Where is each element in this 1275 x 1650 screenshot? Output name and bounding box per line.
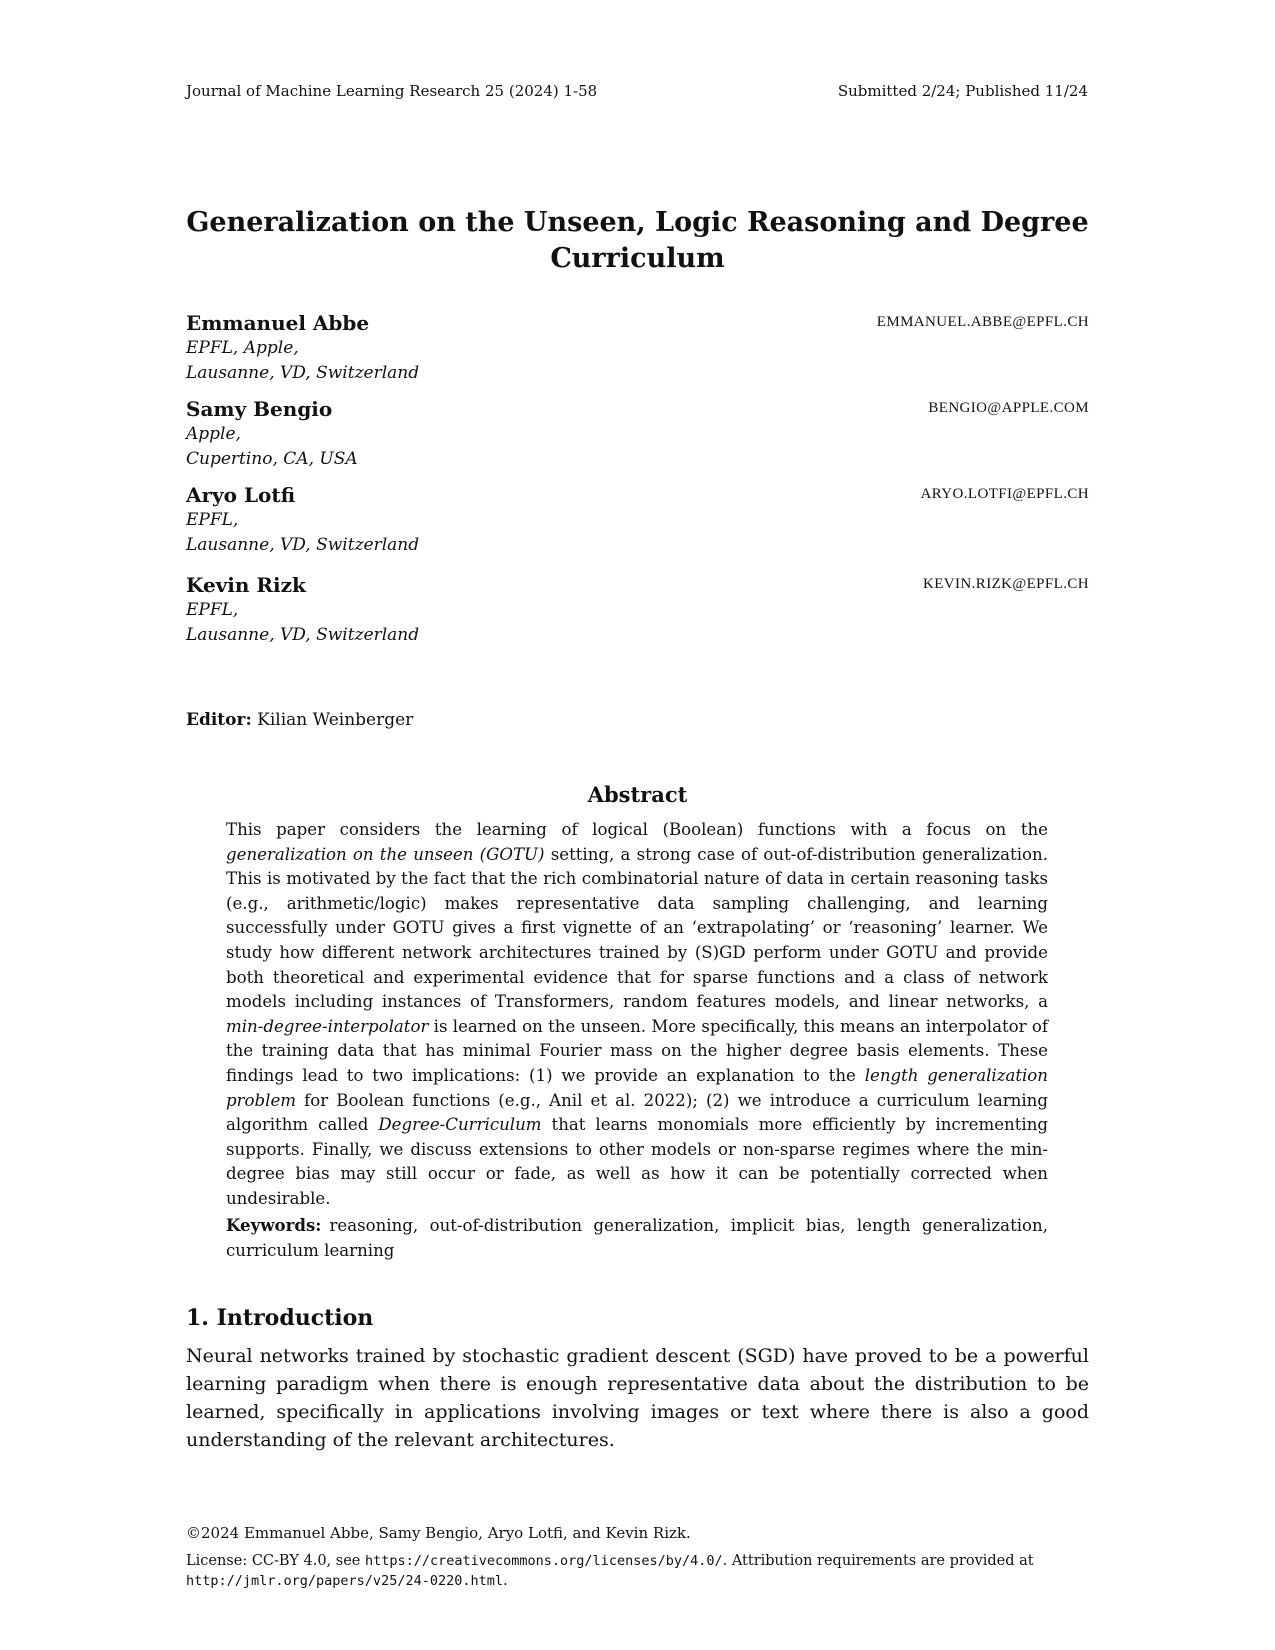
author-location: Lausanne, VD, Switzerland (186, 535, 420, 555)
author-email: EMMANUEL.ABBE@EPFL.CH (876, 314, 1089, 330)
keywords (226, 1213, 1048, 1263)
emphasis-degree-curriculum: Degree-Curriculum (378, 1115, 542, 1135)
keywords-label: Keywords: (226, 1215, 322, 1235)
emphasis-length-generalization: length generalization problem (226, 1065, 1048, 1110)
journal-header: Journal of Machine Learning Research 25 (2024) 1-58 (186, 82, 598, 100)
keywords-text: reasoning, out-of-distribution generalization, implicit bias, length generalization, curriculum learning (226, 1216, 1048, 1260)
author-affiliation: EPFL, (186, 600, 239, 620)
author-block (186, 396, 1089, 472)
emphasis-gotu: generalization on the unseen (GOTU) (226, 844, 545, 864)
author-block (186, 310, 1089, 386)
author-email: BENGIO@APPLE.COM (928, 400, 1089, 416)
abstract-heading: Abstract (587, 782, 688, 807)
author-email: KEVIN.RIZK@EPFL.CH (922, 576, 1089, 592)
section-heading-introduction: 1. Introduction (186, 1305, 374, 1331)
introduction-paragraph: Neural networks trained by stochastic gradient descent (SGD) have proved to be a powerful learning paradigm when there is enough representative data about the distribution to be learned, specifically in applications involving images or text where there is also a good understanding of the relevant architectures. (186, 1345, 1089, 1451)
license-link[interactable]: https://creativecommons.org/licenses/by/4.0/ (364, 1553, 723, 1569)
author-name: Emmanuel Abbe (186, 311, 370, 335)
author-location: Lausanne, VD, Switzerland (186, 363, 420, 383)
author-name: Samy Bengio (186, 397, 333, 421)
emphasis-min-degree: min-degree-interpolator (226, 1016, 429, 1036)
author-affiliation: Apple, (186, 424, 241, 444)
attribution-link[interactable]: http://jmlr.org/papers/v25/24-0220.html (186, 1573, 503, 1589)
editor-label: Editor: (186, 710, 252, 730)
copyright-notice: ©2024 Emmanuel Abbe, Samy Bengio, Aryo Lotfi, and Kevin Rizk. (186, 1524, 691, 1542)
editor-name: Kilian Weinberger (257, 710, 414, 730)
author-block (186, 482, 1089, 558)
author-location: Cupertino, CA, USA (186, 449, 358, 469)
author-name: Kevin Rizk (186, 573, 306, 597)
author-name: Aryo Lotfi (186, 483, 296, 507)
author-location: Lausanne, VD, Switzerland (186, 625, 420, 645)
author-affiliation: EPFL, Apple, (186, 338, 299, 358)
author-block (186, 572, 1089, 648)
paper-title: Generalization on the Unseen, Logic Reasoning and Degree Curriculum (186, 207, 1089, 274)
author-email: ARYO.LOTFI@EPFL.CH (920, 486, 1089, 502)
editor-line (186, 710, 413, 730)
author-affiliation: EPFL, (186, 510, 239, 530)
abstract-text: This paper considers the learning of logical (Boolean) functions with a focus on the generalization on the unseen (GOTU) setting, a strong case of out-of-distribution generalization. This is motivated by the fact that the rich combinatorial nature of data in certain reasoning tasks (e.g., arithmetic/logic) makes representative data sampling challenging, and learning successfully under GOTU gives a first vignette of an ‘extrapolating’ or ‘reasoning’ learner. We study how different network architectures trained by (S)GD perform under GOTU and provide both theoretical and experimental evidence that for sparse functions and a class of network models including instances of Transformers, random features models, and linear networks, a min-degree-interpolator is learned on the unseen. More specifically, this means an interpolator of the training data that has minimal Fourier mass on the higher degree basis elements. These findings lead to two implications: (1) we provide an explanation to the length generalization problem for Boolean functions (e.g., Anil et al. 2022); (2) we introduce a curriculum learning algorithm called Degree-Curriculum that learns monomials more efficiently by incrementing supports. Finally, we discuss extensions to other models or non-sparse regimes where the min-degree bias may still occur or fade, as well as how it can be potentially corrected when undesirable. (226, 820, 1049, 1208)
publication-dates: Submitted 2/24; Published 11/24 (837, 82, 1088, 100)
license-notice: License: CC-BY 4.0, see https://creativecommons.org/licenses/by/4.0/. Attribution requirements are provided at http://jmlr.org/papers/v25/24-0220.html. (186, 1553, 1034, 1589)
